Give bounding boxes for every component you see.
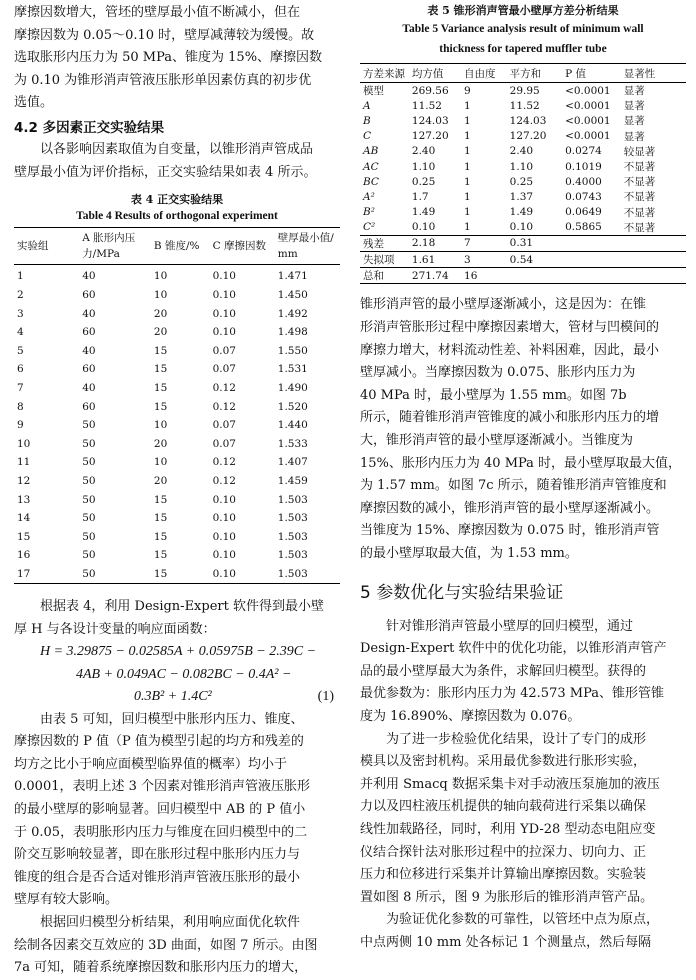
table4-cell: 1.490 — [277, 382, 308, 395]
table4-caption-en: Table 4 Results of orthogonal experiment — [76, 210, 278, 223]
text-line: 选取胀形内压力为 50 MPa、锥度为 15%、摩擦因数 — [14, 50, 323, 66]
table4-cell: 17 — [14, 565, 79, 584]
table-row — [14, 416, 340, 435]
table-row — [14, 397, 340, 416]
table4-cell: 1.520 — [277, 400, 308, 413]
table-row — [14, 323, 340, 342]
table5-cell: AB — [363, 145, 379, 158]
table5-cell: 不显著 — [623, 176, 656, 189]
table5-cell: 0.0649 — [565, 206, 602, 219]
table5-cell — [562, 235, 621, 251]
table4-cell: 0.12 — [212, 474, 236, 487]
table5-cell: 显著 — [623, 115, 645, 128]
table5-cell: 1.37 — [509, 190, 534, 203]
table4-cell: 1.450 — [277, 289, 308, 302]
table4-cell: 9 — [17, 419, 24, 432]
table5-header-cell: 方差来源 — [360, 64, 409, 83]
table4-cell: 0.10 — [212, 512, 236, 525]
table5-cell: 1 — [464, 99, 471, 112]
table5-cell: 124.03 — [411, 114, 449, 127]
table4-cell: 60 — [82, 400, 96, 413]
text-line: 摩擦因数增大，管坯的壁厚最小值不断减小，但在 — [14, 5, 301, 20]
table4-cell: 1.503 — [277, 512, 308, 525]
table-row — [14, 546, 340, 565]
table5-cell: 0.0743 — [565, 190, 602, 203]
table4-cell: 0.07 — [212, 437, 236, 450]
table5-cell: 0.1019 — [565, 160, 602, 173]
table4-cell: 15 — [153, 382, 168, 395]
table5-header-cell: 均方值 — [409, 64, 461, 83]
table5-cell: 1.10 — [411, 160, 436, 173]
text-line: 壁厚有较大影响。 — [14, 892, 119, 908]
text-line: 仪结合探针法对胀形过程中的拉深力、切向力、正 — [360, 844, 647, 860]
table4-cell: 3 — [17, 307, 24, 320]
table-row — [14, 304, 340, 323]
table4-cell: 20 — [153, 307, 168, 320]
table4-cell: 10 — [153, 289, 168, 302]
text-line: 的最小壁厚的影响显著。回归模型中 AB 的 P 值小 — [14, 802, 306, 818]
table4-cell: 0.10 — [212, 530, 236, 543]
table4-cell: 50 — [82, 512, 96, 525]
text-line: 为 0.10 为锥形消声管液压胀形单因素仿真的初步优 — [14, 72, 312, 88]
table4-cell: 50 — [79, 565, 151, 584]
table5-cell: 11.52 — [411, 99, 442, 112]
text-line: 7a 可知，随着系统摩擦因数和胀形内压力的增大， — [14, 960, 308, 976]
formula-line-1: H = 3.29875 − 0.02585A + 0.05975B − 2.39C − — [40, 644, 317, 660]
text-line: 壁厚减小。当摩擦因数为 0.075、胀形内压力为 — [360, 365, 636, 381]
table4-cell: 60 — [82, 363, 96, 376]
table4-cell: 1.503 — [277, 493, 308, 506]
table5-cell — [621, 268, 686, 284]
table5-cell: 0.31 — [507, 235, 562, 251]
table5-caption-cn: 表 5 锥形消声管最小壁厚方差分析结果 — [427, 4, 619, 17]
table5-cell: 0.25 — [411, 175, 436, 188]
table4-header-cell — [151, 228, 210, 265]
table5-cell: C² — [363, 221, 376, 234]
table4-cell: 0.10 — [212, 493, 236, 506]
text-line: 绘制各因素交互效应的 3D 曲面，如图 7 所示。由图 — [14, 937, 318, 953]
table4-cell: 15 — [153, 549, 168, 562]
table4-cell: 1.533 — [277, 437, 308, 450]
table4-cell: 40 — [82, 344, 96, 357]
text-line: 根据表 4，利用 Design-Expert 软件得到最小壁 — [40, 599, 324, 615]
text-line: 于 0.05，表明胀形内压力与锥度在回归模型中的二 — [14, 824, 308, 840]
table4-header-text: A 胀形内压 — [82, 232, 136, 245]
table4-cell: 0.12 — [212, 382, 236, 395]
text-line: 度为 16.890%、摩擦因数为 0.076。 — [360, 708, 581, 724]
table5-cell — [562, 268, 621, 284]
table4-cell: 50 — [82, 530, 96, 543]
table5-cell: 127.20 — [509, 130, 547, 143]
text-line: 均方之比小于响应面模型临界值的概率）均小于 — [14, 756, 288, 772]
table5-cell: A — [363, 99, 371, 112]
text-line: 摩擦因数的 P 值（P 值为模型引起的均方和残差的 — [14, 734, 304, 750]
table5-caption-en-2: thickness for tapered muffler tube — [439, 43, 607, 55]
table-row — [360, 174, 686, 189]
table5-cell: BC — [363, 175, 379, 188]
table5-cell — [621, 252, 686, 268]
text-line: 摩擦因数为 0.05～0.10 时，壁厚减薄较为缓慢。故 — [14, 27, 315, 43]
table4-cell: 50 — [82, 456, 96, 469]
text-line: 为了进一步检验优化结果，设计了专门的成形 — [386, 731, 647, 747]
table-row — [14, 360, 340, 379]
table4-cell: 0.10 — [212, 270, 236, 283]
table5-cell: <0.0001 — [565, 84, 611, 97]
table-row — [14, 435, 340, 454]
table-row — [360, 268, 686, 284]
table4-cell: 0.07 — [212, 419, 236, 432]
table5-cell: 显著 — [623, 130, 645, 143]
table4-cell: 5 — [17, 344, 24, 357]
table5-cell: 124.03 — [509, 114, 547, 127]
left-column — [14, 0, 340, 980]
text-line: 为验证优化参数的可靠性，以管坯中点为原点， — [386, 912, 660, 928]
table4-header-cell — [14, 228, 79, 265]
text-line: 40 MPa 时，最小壁厚为 1.55 mm。如图 7b — [360, 387, 627, 403]
table4-cell: 1.459 — [277, 474, 308, 487]
table5-cell: 16 — [461, 268, 507, 284]
table5-cell: 0.0274 — [565, 145, 602, 158]
text-line: 为 1.57 mm。如图 7c 所示，随着锥形消声管锥度和 — [360, 478, 667, 494]
table4-cell: 1.531 — [277, 363, 308, 376]
table-row — [14, 342, 340, 361]
table5-cell: 271.74 — [409, 268, 461, 284]
table5-header-cell: 平方和 — [507, 64, 562, 83]
table5-analysis-paragraph — [14, 709, 340, 912]
table4-cell: 10 — [153, 270, 168, 283]
table4-cell: 0.10 — [212, 326, 236, 339]
text-line: 15%、胀形内压力为 40 MPa 时，最小壁厚取最大值， — [360, 455, 682, 471]
table4-cell: 1.492 — [277, 307, 308, 320]
table4-cell: 7 — [17, 382, 24, 395]
response-surface-formula — [14, 641, 340, 708]
figure7-paragraph — [14, 912, 340, 980]
text-line: Design-Expert 软件中的优化功能，以锥形消声管产 — [360, 641, 667, 657]
table-row — [14, 453, 340, 472]
table4-cell: 1.407 — [277, 456, 308, 469]
table-row — [360, 98, 686, 113]
table4-cell: 60 — [82, 326, 96, 339]
left-top-paragraph — [14, 2, 340, 115]
table5-cell: C — [363, 130, 372, 143]
table5-cell: A² — [363, 190, 375, 203]
table4-cell: 6 — [17, 363, 24, 376]
table5-cell: 不显著 — [623, 191, 656, 204]
table4-cell: 15 — [153, 363, 168, 376]
table-row — [360, 83, 686, 99]
table4-cell: 1.503 — [277, 530, 308, 543]
table5-cell: B — [363, 114, 371, 127]
text-line: 针对锥形消声管最小壁厚的回归模型，通过 — [386, 618, 634, 634]
table4-cell: 10 — [153, 456, 168, 469]
table5-cell: 0.10 — [411, 221, 436, 234]
table5-cell: 1.7 — [411, 190, 429, 203]
table5-cell: 1 — [464, 145, 471, 158]
table4-cell: 0.10 — [212, 549, 236, 562]
table5-cell: 1.49 — [411, 206, 436, 219]
table5-cell: 显著 — [623, 100, 645, 113]
text-line: 由表 5 可知，回归模型中胀形内压力、锥度、 — [40, 711, 304, 727]
table4-cell: 8 — [17, 400, 24, 413]
text-line: 壁厚最小值为评价指标，正交实验结果如表 4 所示。 — [14, 164, 317, 180]
table4-header-cell — [275, 228, 340, 265]
table5-cell: 较显著 — [623, 145, 656, 158]
table4-cell: 16 — [17, 549, 31, 562]
table4-cell: 14 — [17, 512, 31, 525]
paragraph-after-table4 — [14, 596, 340, 641]
text-line: 以各影响因素取值为自变量，以锥形消声管成品 — [40, 141, 314, 157]
table5-cell: 1 — [464, 130, 471, 143]
text-line: 并利用 Smacq 数据采集卡对手动液压泵施加的液压 — [360, 776, 660, 792]
table4-cell: 60 — [82, 289, 96, 302]
table4-header-text: 壁厚最小值/ — [277, 232, 334, 245]
table5-cell: 269.56 — [411, 84, 449, 97]
table-row — [360, 205, 686, 220]
table4-cell: 1.503 — [275, 565, 340, 584]
table4-cell: 0.10 — [212, 307, 236, 320]
right-paragraph-1 — [360, 294, 686, 565]
section-4-2-paragraph — [14, 139, 340, 184]
table5-cell: 1 — [464, 114, 471, 127]
table5-cell: 1 — [464, 221, 471, 234]
table4-cell: 0.10 — [210, 565, 275, 584]
formula-line-3-row — [14, 686, 340, 708]
table4-header-text: B 锥度/% — [153, 240, 200, 253]
table4-cell: 15 — [153, 344, 168, 357]
table5-cell: 1.10 — [509, 160, 534, 173]
text-line: 厚 H 与各设计变量的响应面函数： — [14, 621, 216, 637]
table4-cell: 50 — [82, 549, 96, 562]
table-row — [360, 252, 686, 268]
text-line: 置如图 8 所示，图 9 为胀形后的锥形消声管产品。 — [360, 889, 654, 905]
table4-cell: 1.550 — [277, 344, 308, 357]
table4-cell: 50 — [82, 437, 96, 450]
table5-header-cell: 自由度 — [461, 64, 507, 83]
table5-cell: 0.25 — [509, 175, 534, 188]
table5-cell: B² — [363, 206, 375, 219]
table5-header-cell: P 值 — [562, 64, 621, 83]
text-line: 大，锥形消声管的最小壁厚逐渐减小。当锥度为 — [360, 433, 634, 448]
table4-cell: 15 — [153, 512, 168, 525]
table4-cell: 20 — [153, 437, 168, 450]
table4-cell: 15 — [17, 530, 31, 543]
table5-cell: 2.18 — [409, 235, 461, 251]
table5-cell: 模型 — [363, 85, 384, 98]
table4-cell: 40 — [82, 270, 96, 283]
table5-cell: 2.40 — [411, 145, 436, 158]
table5-cell: 不显著 — [623, 221, 656, 234]
table5-cell: 3 — [461, 252, 507, 268]
table5 — [360, 63, 686, 284]
table5-cell: 1 — [464, 175, 471, 188]
table4-cell: 13 — [17, 493, 31, 506]
table-row — [14, 490, 340, 509]
text-line: 选值。 — [14, 95, 54, 111]
table-row — [14, 286, 340, 305]
table5-cell: 总和 — [360, 268, 409, 284]
section-5-paragraph-3 — [360, 909, 686, 954]
text-line: 品的最小壁厚最大为条件，求解回归模型。获得的 — [360, 663, 647, 679]
table5-cell: 1 — [464, 206, 471, 219]
table5-cell: 1.49 — [509, 206, 534, 219]
table5-cell — [507, 268, 562, 284]
table4-cell: 10 — [17, 437, 31, 450]
table4-cell: 15 — [153, 493, 168, 506]
table-row — [14, 509, 340, 528]
table4-cell: 12 — [17, 474, 31, 487]
section-4-2-heading: 4.2 多因素正交实验结果 — [14, 119, 165, 136]
table-row — [14, 565, 340, 584]
right-column — [360, 0, 686, 954]
table5-cell: 显著 — [623, 85, 645, 98]
text-line: 压力和位移进行采集并计算输出摩擦因数。实验装 — [360, 867, 647, 883]
table5-cell: 失拟项 — [360, 252, 409, 268]
table4-cell: 1 — [17, 270, 24, 283]
table-row — [360, 235, 686, 251]
table4 — [14, 227, 340, 584]
text-line: 最优参数为：胀形内压力为 42.573 MPa、锥形管锥 — [360, 686, 664, 702]
table4-header-cell — [210, 228, 275, 265]
table4-header-cell — [79, 228, 151, 265]
table4-cell: 0.07 — [212, 344, 236, 357]
text-line: 锥度的组合是否合适对锥形消声管液压胀形的最小 — [14, 869, 301, 885]
table-row — [14, 265, 340, 286]
section-5-paragraph-2 — [360, 729, 686, 910]
table5-cell: 127.20 — [411, 130, 449, 143]
table4-cell: 20 — [153, 474, 168, 487]
table5-header-cell: 显著性 — [621, 64, 686, 83]
table5-cell: 11.52 — [509, 99, 540, 112]
text-line: 根据回归模型分析结果，利用响应面优化软件 — [40, 915, 301, 930]
formula-number: (1) — [317, 689, 334, 705]
table5-cell: 不显著 — [623, 161, 656, 174]
text-line: 的最小壁厚取最大值，为 1.53 mm。 — [360, 545, 578, 561]
table4-cell: 1.440 — [277, 419, 308, 432]
table4-cell: 2 — [17, 289, 24, 302]
table-row — [360, 189, 686, 204]
table-row — [360, 144, 686, 159]
table5-cell: 0.54 — [507, 252, 562, 268]
table4-header-text: 实验组 — [17, 240, 49, 253]
table5-cell: 9 — [464, 84, 471, 97]
section-5-heading: 5 参数优化与实验结果验证 — [360, 582, 564, 603]
table5-cell: <0.0001 — [565, 114, 611, 127]
text-line: 中点两侧 10 mm 处各标记 1 个测量点，然后每隔 — [360, 934, 652, 950]
table-row — [360, 129, 686, 144]
text-line: 力以及四柱液压机提供的轴向载荷进行采集以确保 — [360, 799, 647, 815]
table5-cell: 0.5865 — [565, 221, 602, 234]
table4-cell: 1.503 — [277, 549, 308, 562]
table4-caption-cn: 表 4 正交实验结果 — [130, 193, 224, 207]
table-row — [14, 472, 340, 491]
table4-cell: 20 — [153, 326, 168, 339]
table4-cell: 50 — [82, 419, 96, 432]
table4-header-text: C 摩擦因数 — [212, 240, 266, 253]
table5-cell: 1 — [464, 160, 471, 173]
text-line: 阶交互影响较显著，即在胀形过程中胀形内压力与 — [14, 847, 301, 863]
table5-cell: <0.0001 — [565, 99, 611, 112]
table4-cell: 0.07 — [212, 363, 236, 376]
table4-cell: 0.10 — [212, 289, 236, 302]
table4-header-text: 力/MPa — [82, 248, 120, 261]
table5-cell: 7 — [461, 235, 507, 251]
table4-cell: 10 — [153, 419, 168, 432]
table4-cell: 50 — [82, 474, 96, 487]
table-row — [360, 113, 686, 128]
table4-cell: 40 — [82, 382, 96, 395]
table5-cell: 1 — [464, 190, 471, 203]
table4-cell: 50 — [82, 493, 96, 506]
text-line: 锥形消声管的最小壁厚逐渐减小，这是因为：在锥 — [360, 297, 647, 313]
section-5-paragraph-1 — [360, 616, 686, 729]
table-row — [14, 379, 340, 398]
table5-caption-en-1: Table 5 Variance analysis result of minimum wall — [402, 23, 644, 35]
text-line: 所示，随着锥形消声管锥度的减小和胀形内压力的增 — [360, 410, 660, 426]
text-line: 形消声管胀形过程中摩擦因素增大，管材与凹模间的 — [360, 320, 660, 336]
table4-cell: 0.12 — [212, 456, 236, 469]
table4-cell: 1.471 — [277, 270, 308, 283]
table5-cell: <0.0001 — [565, 130, 611, 143]
table5-cell: AC — [363, 160, 379, 173]
table4-cell: 0.12 — [212, 400, 236, 413]
table-row — [14, 527, 340, 546]
text-line: 摩擦力增大，材料流动性差、补料困难，因此，最小 — [360, 342, 660, 358]
table5-cell: 残差 — [360, 235, 409, 251]
text-line: 当锥度为 15%、摩擦因数为 0.075 时，锥形消声管 — [360, 523, 660, 539]
table5-cell: 0.10 — [509, 221, 534, 234]
text-line: 摩擦因数的减小，锥形消声管的最小壁厚逐渐减小。 — [360, 500, 660, 516]
table-row — [360, 220, 686, 236]
table5-cell: 29.95 — [509, 84, 540, 97]
table-row — [360, 159, 686, 174]
table4-header-text: mm — [277, 248, 298, 261]
text-line: 线性加载路径，同时，利用 YD-28 型动态电阻应变 — [360, 821, 656, 837]
text-line: 模具以及密封机构。采用最优参数进行胀形实验， — [360, 754, 647, 770]
table5-cell — [562, 252, 621, 268]
table5-cell: 2.40 — [509, 145, 534, 158]
table5-cell: 1.61 — [409, 252, 461, 268]
formula-line-2: 4AB + 0.049AC − 0.082BC − 0.4A² − — [76, 666, 292, 682]
table4-cell: 15 — [153, 400, 168, 413]
table4-cell: 11 — [17, 456, 31, 469]
table4-cell: 15 — [151, 565, 210, 584]
table4-cell: 1.498 — [277, 326, 308, 339]
formula-line-3: 0.3B² + 1.4C² — [134, 689, 212, 705]
table4-cell: 40 — [82, 307, 96, 320]
table4-cell: 15 — [153, 530, 168, 543]
table4-cell: 4 — [17, 326, 24, 339]
text-line: 0.0001，表明上述 3 个因素对锥形消声管液压胀形 — [14, 779, 311, 795]
table5-cell: 0.4000 — [565, 175, 602, 188]
table5-cell: 不显著 — [623, 206, 656, 219]
table5-cell — [621, 235, 686, 251]
